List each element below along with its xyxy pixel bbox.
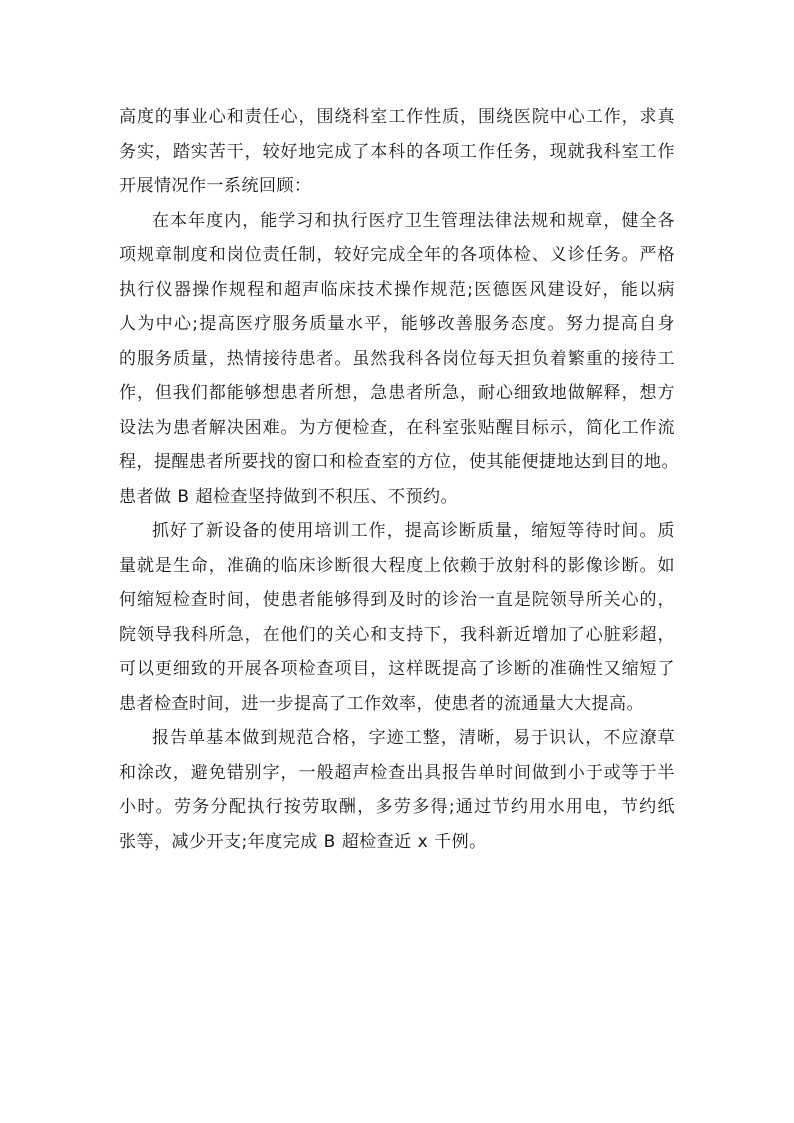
text-line: 可以更细致的开展各项检查项目，这样既提高了诊断的准确性又缩短了 [119, 659, 675, 679]
text-line: 院领导我科所急，在他们的关心和支持下，我科新近增加了心脏彩超， [119, 624, 675, 645]
paragraph-4 [119, 721, 675, 859]
paragraph-2 [119, 204, 679, 515]
text-line: 作，但我们都能够想患者所想，急患者所急，耐心细致地做解释，想方 [119, 383, 675, 403]
text-line: 患者检查时间，进一步提高了工作效率，使患者的流通量大大提高。 [119, 693, 644, 714]
paragraph-3 [119, 514, 675, 721]
text-line: 程，提醒患者所要找的窗口和检查室的方位，使其能便捷地达到目的地。 [119, 452, 679, 472]
text-line: 项规章制度和岗位责任制，较好完成全年的各项体检、义诊任务。严格 [119, 245, 675, 265]
text-line: 何缩短检查时间，使患者能够得到及时的诊治一直是院领导所关心的， [119, 590, 675, 610]
text-line: 小时。劳务分配执行按劳取酬，多劳多得;通过节约用水用电，节约纸 [119, 797, 675, 817]
text-line: 患者做 B 超检查坚持做到不积压、不预约。 [119, 486, 458, 507]
paragraph-1 [119, 100, 675, 204]
text-line: 的服务质量，热情接待患者。虽然我科各岗位每天担负着繁重的接待工 [119, 348, 675, 369]
text-line: 抓好了新设备的使用培训工作，提高诊断质量，缩短等待时间。质 [152, 521, 675, 541]
text-line: 设法为患者解决困难。为方便检查，在科室张贴醒目标示，简化工作流 [119, 417, 675, 438]
text-line: 在本年度内，能学习和执行医疗卫生管理法律法规和规章，健全各 [152, 210, 675, 231]
text-line: 张等，减少开支;年度完成 B 超检查近 x 千例。 [119, 831, 487, 852]
text-line: 务实，踏实苦干，较好地完成了本科的各项工作任务，现就我科室工作 [119, 141, 675, 162]
document-body [119, 100, 679, 859]
text-line: 高度的事业心和责任心，围绕科室工作性质，围绕医院中心工作，求真 [119, 107, 675, 127]
text-line: 执行仪器操作规程和超声临床技术操作规范;医德医风建设好，能以病 [119, 279, 675, 300]
text-line: 人为中心;提高医疗服务质量水平，能够改善服务态度。努力提高自身 [119, 314, 675, 334]
text-line: 和涂改，避免错别字，一般超声检查出具报告单时间做到小于或等于半 [119, 762, 675, 783]
text-line: 量就是生命，准确的临床诊断很大程度上依赖于放射科的影像诊断。如 [119, 555, 675, 576]
text-line: 报告单基本做到规范合格，字迹工整，清晰，易于识认，不应潦草 [152, 728, 675, 748]
text-line: 开展情况作一系统回顾： [119, 176, 312, 196]
